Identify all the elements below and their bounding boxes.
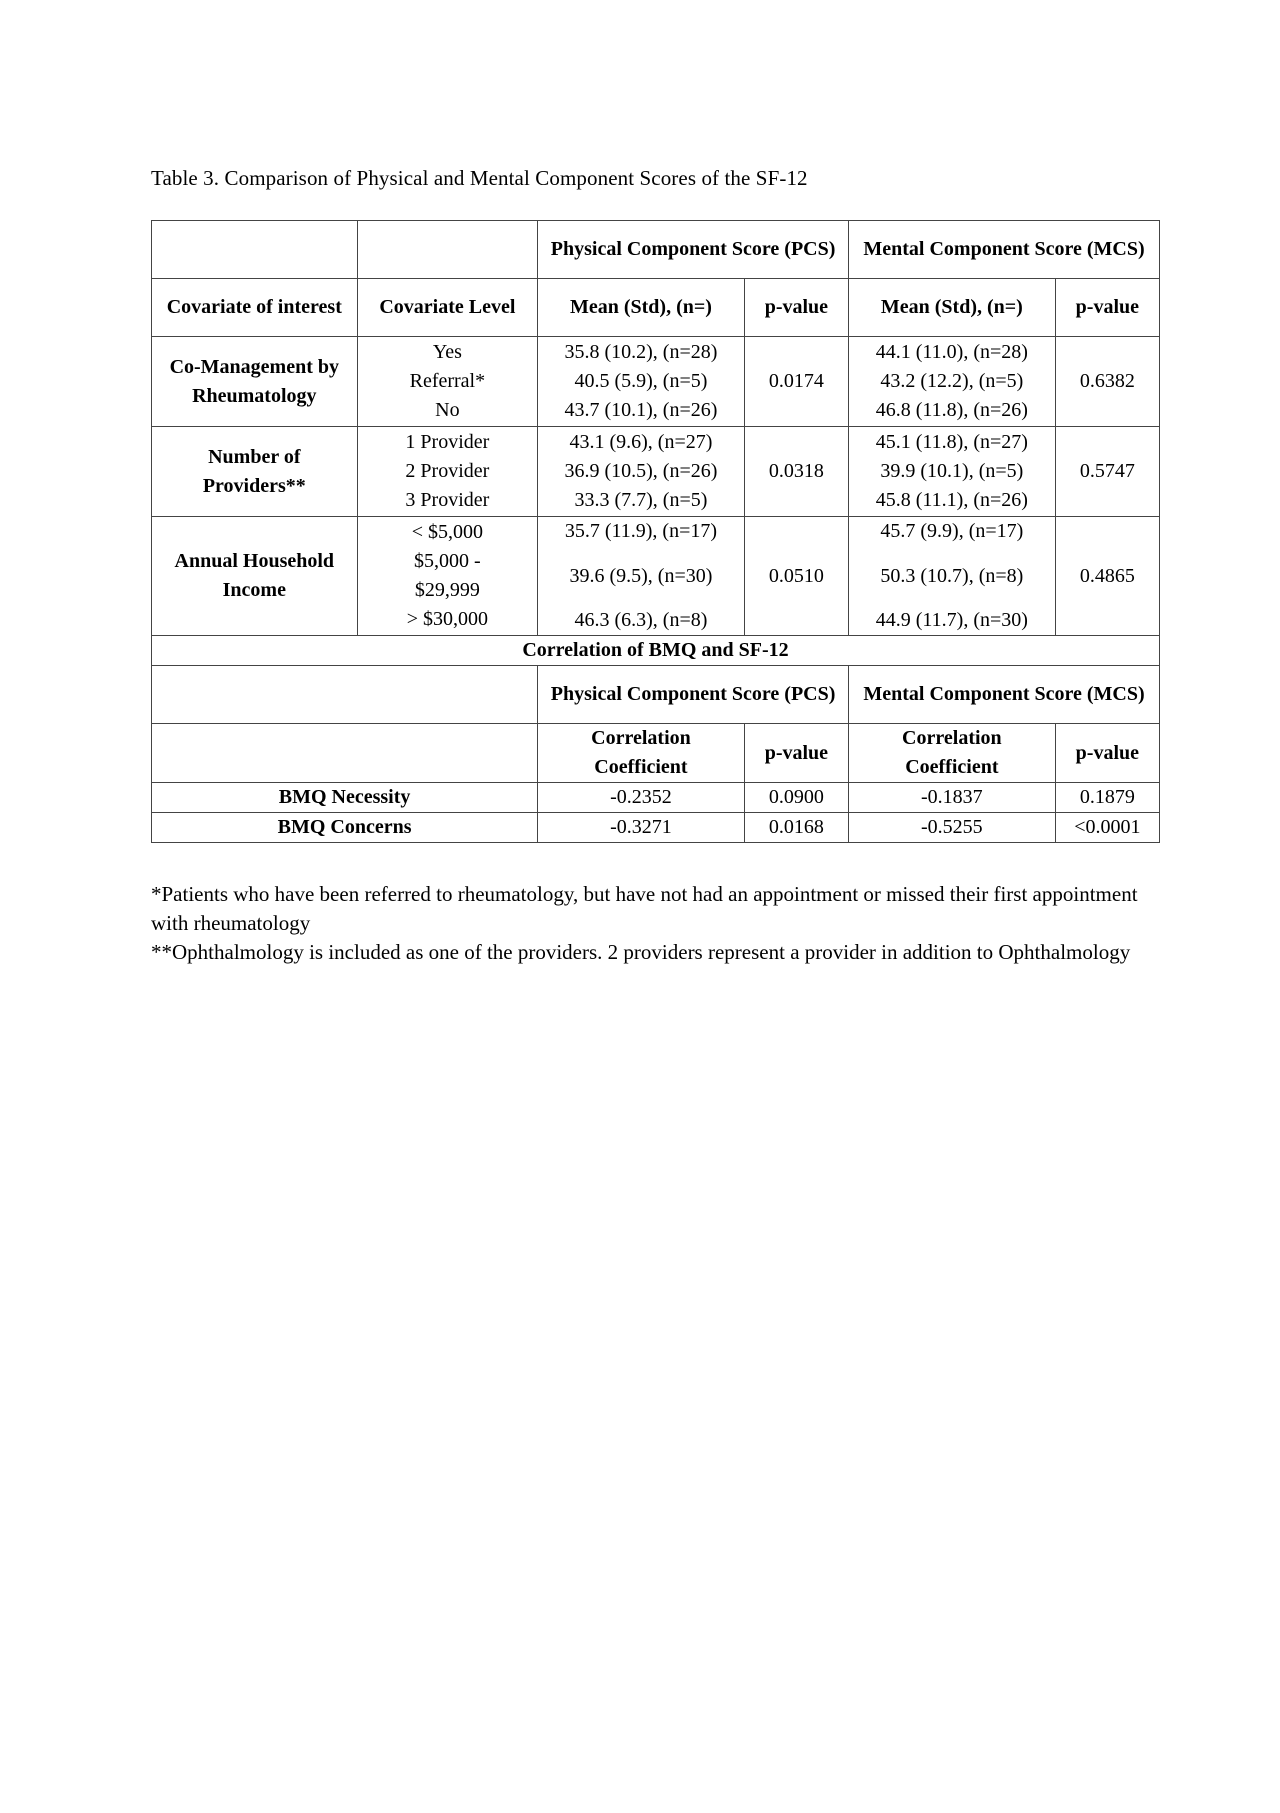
mcs-pvalue: 0.4865 [1055, 517, 1159, 636]
empty-cell [152, 221, 358, 279]
mean-value: 36.9 (10.5), (n=26) [564, 460, 718, 482]
table-subheader-row [152, 279, 1160, 337]
covariate-header: Covariate of interest [152, 279, 358, 337]
mean-value: 46.3 (6.3), (n=8) [574, 609, 708, 631]
mean-value: 35.8 (10.2), (n=28) [564, 341, 718, 363]
pcs-pvalue: 0.0174 [744, 337, 848, 427]
mean-value: 46.8 (11.8), (n=26) [875, 399, 1028, 421]
corr-mcs-pvalue: 0.1879 [1055, 783, 1159, 813]
level-header: Covariate Level [357, 279, 538, 337]
group-levels [357, 337, 538, 427]
mean-value: 45.1 (11.8), (n=27) [875, 431, 1028, 453]
mean-value: 40.5 (5.9), (n=5) [574, 370, 708, 392]
table-row [152, 427, 1160, 517]
mcs-header: Mental Component Score (MCS) [849, 221, 1160, 279]
mean-value: 44.1 (11.0), (n=28) [875, 341, 1028, 363]
level-value: No [435, 399, 460, 421]
empty-cell [357, 221, 538, 279]
corr-pcs-coef: -0.3271 [538, 813, 745, 843]
table-header-row [152, 221, 1160, 279]
mean-value: 45.8 (11.1), (n=26) [875, 489, 1028, 511]
level-value: > $30,000 [406, 608, 489, 630]
table-row [152, 783, 1160, 813]
mean-value: 33.3 (7.7), (n=5) [574, 489, 708, 511]
mean-value: 43.7 (10.1), (n=26) [564, 399, 718, 421]
pcs-header: Physical Component Score (PCS) [538, 221, 849, 279]
corr-mcs-pvalue: <0.0001 [1055, 813, 1159, 843]
mcs-means [849, 517, 1056, 636]
results-table [151, 220, 1160, 843]
table-row [152, 337, 1160, 427]
corr-pcs-header: Physical Component Score (PCS) [538, 666, 849, 724]
mcs-pvalue: 0.5747 [1055, 427, 1159, 517]
mcs-pvalue-header: p-value [1055, 279, 1159, 337]
mcs-pvalue: 0.6382 [1055, 337, 1159, 427]
mean-value: 35.7 (11.9), (n=17) [564, 520, 718, 542]
empty-cell [152, 666, 538, 724]
pcs-means [538, 427, 745, 517]
pcs-means [538, 337, 745, 427]
group-name: Co-Management by Rheumatology [152, 337, 358, 427]
corr-mcs-coef: -0.5255 [849, 813, 1056, 843]
corr-pcs-pvalue: 0.0168 [744, 813, 848, 843]
mean-value: 43.1 (9.6), (n=27) [569, 431, 713, 453]
footnotes [151, 880, 1151, 967]
correlation-header-row [152, 666, 1160, 724]
correlation-title-row [152, 636, 1160, 666]
corr-mcs-pvalue-header: p-value [1055, 724, 1159, 783]
corr-row-name: BMQ Concerns [152, 813, 538, 843]
table-row [152, 517, 1160, 636]
footnote: *Patients who have been referred to rheumatology, but have not had an appointment or missed their first appointment with rheumatology [151, 882, 1138, 935]
level-value: $5,000 - $29,999 [414, 550, 481, 601]
corr-mcs-header: Mental Component Score (MCS) [849, 666, 1160, 724]
corr-pcs-pvalue-header: p-value [744, 724, 848, 783]
level-value: 2 Provider [405, 460, 490, 482]
mcs-means [849, 427, 1056, 517]
corr-pcs-coef-header: Correlation Coefficient [538, 724, 745, 783]
empty-cell [152, 724, 538, 783]
level-value: 3 Provider [405, 489, 490, 511]
mean-value: 39.9 (10.1), (n=5) [880, 460, 1024, 482]
level-value: < $5,000 [411, 521, 484, 543]
pcs-pvalue-header: p-value [744, 279, 848, 337]
corr-pcs-pvalue: 0.0900 [744, 783, 848, 813]
corr-mcs-coef-header: Correlation Coefficient [849, 724, 1056, 783]
mcs-means [849, 337, 1056, 427]
mean-value: 45.7 (9.9), (n=17) [880, 520, 1024, 542]
correlation-subheader-row [152, 724, 1160, 783]
level-value: Yes [432, 341, 462, 363]
mean-value: 50.3 (10.7), (n=8) [880, 565, 1024, 587]
pcs-means [538, 517, 745, 636]
pcs-pvalue: 0.0318 [744, 427, 848, 517]
mean-value: 44.9 (11.7), (n=30) [875, 609, 1028, 631]
corr-pcs-coef: -0.2352 [538, 783, 745, 813]
level-value: Referral* [409, 370, 486, 392]
pcs-mean-header: Mean (Std), (n=) [538, 279, 745, 337]
mean-value: 43.2 (12.2), (n=5) [880, 370, 1024, 392]
corr-row-name: BMQ Necessity [152, 783, 538, 813]
pcs-pvalue: 0.0510 [744, 517, 848, 636]
level-value: 1 Provider [405, 431, 490, 453]
mcs-mean-header: Mean (Std), (n=) [849, 279, 1056, 337]
correlation-title: Correlation of BMQ and SF-12 [152, 636, 1160, 666]
mean-value: 39.6 (9.5), (n=30) [569, 565, 713, 587]
group-levels [357, 427, 538, 517]
group-name: Number of Providers** [152, 427, 358, 517]
group-name: Annual Household Income [152, 517, 358, 636]
group-levels [357, 517, 538, 636]
corr-mcs-coef: -0.1837 [849, 783, 1056, 813]
table-row [152, 813, 1160, 843]
table-caption: Table 3. Comparison of Physical and Mental Component Scores of the SF-12 [151, 166, 808, 190]
footnote: **Ophthalmology is included as one of the providers. 2 providers represent a provider in addition to Ophthalmology [151, 940, 1131, 964]
